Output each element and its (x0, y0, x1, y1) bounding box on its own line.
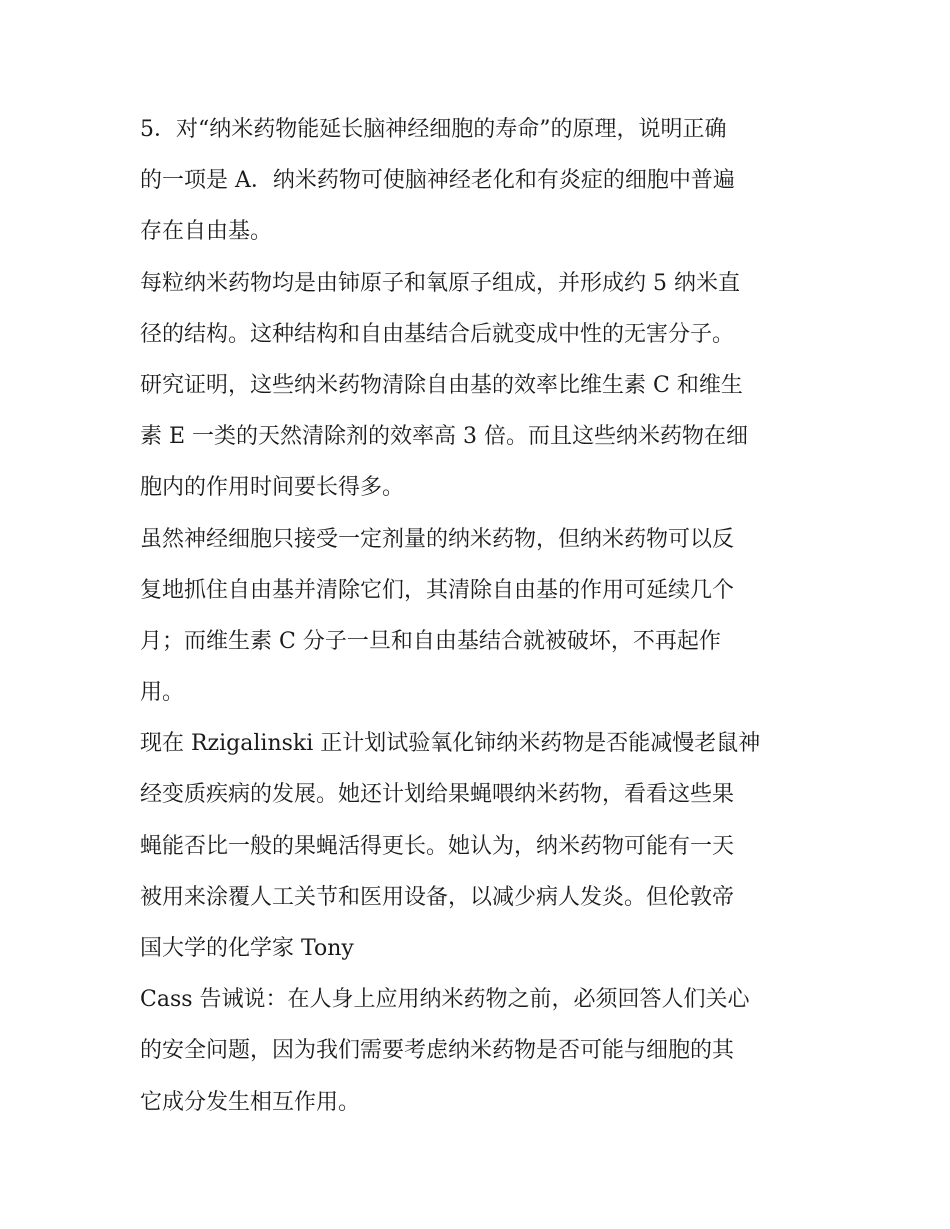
text-line: 胞内的作用时间要长得多。 (140, 475, 405, 501)
text-line: 复地抓住自由基并清除它们，其清除自由基的作用可延续几个 (140, 577, 735, 603)
text-line: 国大学的化学家 Tony (140, 936, 354, 961)
text-line: 虽然神经细胞只接受一定剂量的纳米药物，但纳米药物可以反 (140, 526, 735, 552)
text-line: 现在 Rzigalinski 正计划试验氧化铈纳米药物是否能减慢老鼠神 (140, 731, 761, 757)
text-line: Cass 告诫说：在人身上应用纳米药物之前，必须回答人们关心 (140, 987, 750, 1013)
text-line: 素 E 一类的天然清除剂的效率高 3 倍。而且这些纳米药物在细 (140, 424, 749, 450)
document-body (140, 104, 820, 1128)
text-line: 被用来涂覆人工关节和医用设备，以减少病人发炎。但伦敦帝 (140, 884, 735, 910)
text-line: 径的结构。这种结构和自由基结合后就变成中性的无害分子。 (140, 321, 735, 347)
text-line: 的一项是 A．纳米药物可使脑神经老化和有炎症的细胞中普遍 (140, 168, 735, 194)
text-line: 用。 (140, 680, 185, 706)
text-line: 它成分发生相互作用。 (140, 1089, 361, 1115)
text-line: 经变质疾病的发展。她还计划给果蝇喂纳米药物，看看这些果 (140, 782, 735, 808)
text-line: 研究证明，这些纳米药物清除自由基的效率比维生素 C 和维生 (140, 372, 743, 398)
text-line-question-5: 5．对“纳米药物能延长脑神经细胞的寿命”的原理，说明正确 (140, 117, 727, 142)
text-line: 月；而维生素 C 分子一旦和自由基结合就被破坏，不再起作 (140, 628, 721, 654)
text-line: 每粒纳米药物均是由铈原子和氧原子组成，并形成约 5 纳米直 (140, 270, 740, 296)
text-line: 存在自由基。 (140, 219, 273, 245)
text-line: 的安全问题，因为我们需要考虑纳米药物是否可能与细胞的其 (140, 1038, 735, 1064)
text-line: 蝇能否比一般的果蝇活得更长。她认为，纳米药物可能有一天 (140, 833, 735, 859)
